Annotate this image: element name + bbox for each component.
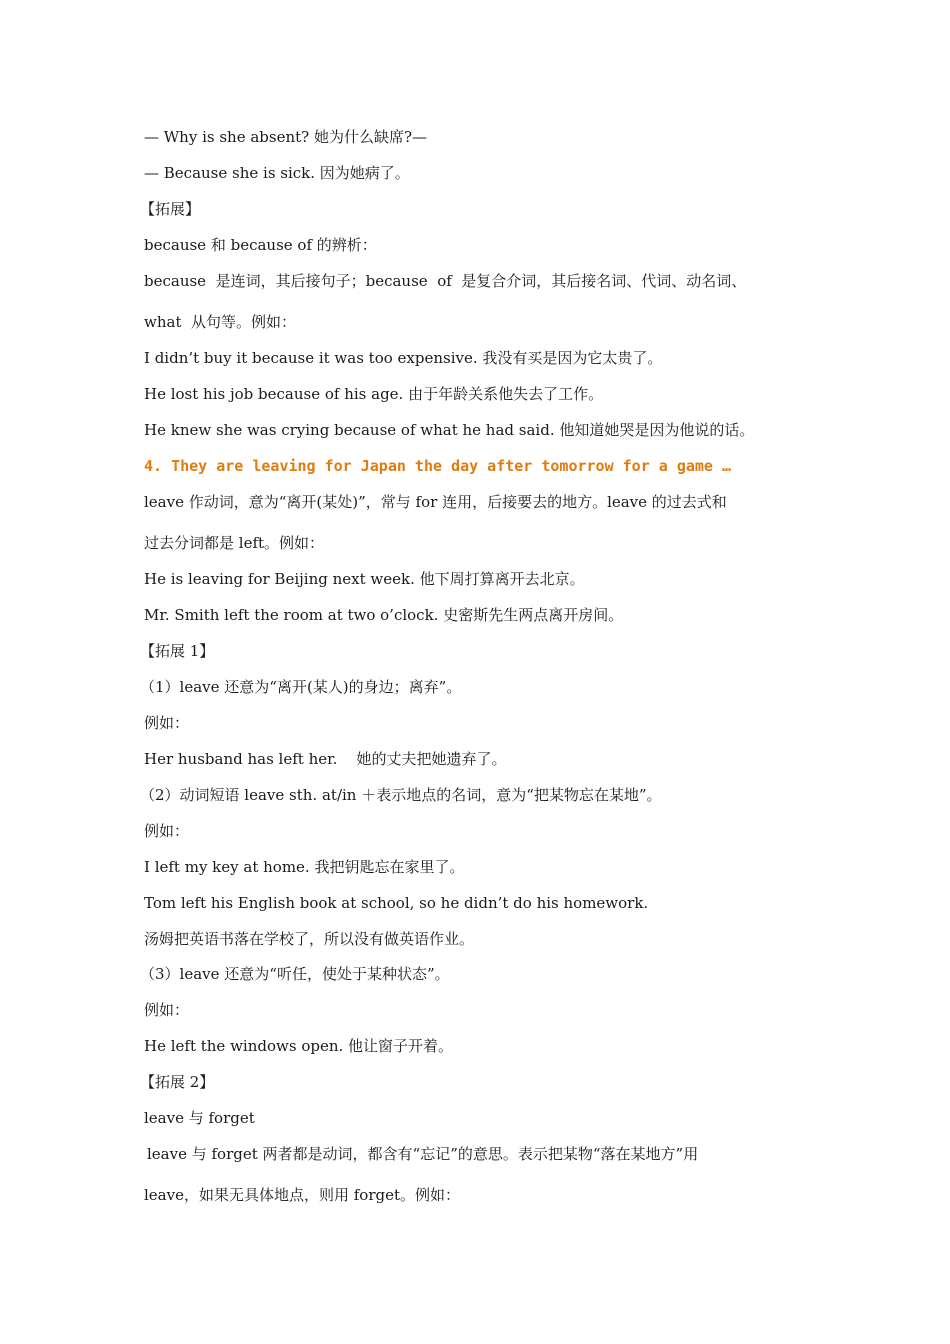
usage-point: （1）leave 还意为“离开(某人)的身边；离弃”。 bbox=[140, 678, 462, 696]
explanation-text: leave 与 forget 两者都是动词，都含有“忘记”的意思。表示把某物“落在某地方”用 bbox=[147, 1145, 699, 1163]
explanation-text: 过去分词都是 left。例如： bbox=[144, 534, 325, 552]
section-label-extension-1: 【拓展 1】 bbox=[140, 642, 215, 660]
dialogue-answer: — Because she is sick. 因为她病了。 bbox=[144, 164, 410, 182]
example-sentence: He is leaving for Beijing next week. 他下周打算离开去北京。 bbox=[144, 570, 585, 588]
example-sentence: He left the windows open. 他让窗子开着。 bbox=[144, 1037, 454, 1055]
usage-point: （2）动词短语 leave sth. at/in ＋表示地点的名词，意为“把某物忘在某地”。 bbox=[140, 786, 662, 804]
example-sentence: I left my key at home. 我把钥匙忘在家里了。 bbox=[144, 858, 465, 876]
example-label: 例如： bbox=[144, 822, 190, 840]
example-sentence: I didn’t buy it because it was too expensive. 我没有买是因为它太贵了。 bbox=[144, 349, 663, 367]
section-label-extension-2: 【拓展 2】 bbox=[140, 1073, 215, 1091]
example-sentence: Mr. Smith left the room at two o’clock. 史密斯先生两点离开房间。 bbox=[144, 606, 624, 624]
example-sentence: He knew she was crying because of what he had said. 他知道她哭是因为他说的话。 bbox=[144, 421, 755, 439]
example-sentence: He lost his job because of his age. 由于年龄关系他失去了工作。 bbox=[144, 385, 604, 403]
explanation-text: what 从句等。例如： bbox=[144, 313, 297, 331]
example-translation: 汤姆把英语书落在学校了，所以没有做英语作业。 bbox=[144, 930, 475, 948]
example-sentence: Tom left his English book at school, so he didn’t do his homework. bbox=[144, 894, 649, 912]
example-sentence: Her husband has left her. 她的丈夫把她遗弃了。 bbox=[144, 750, 507, 768]
comparison-title: leave 与 forget bbox=[144, 1109, 255, 1127]
comparison-title: because 和 because of 的辨析： bbox=[144, 236, 377, 254]
example-label: 例如： bbox=[144, 714, 190, 732]
explanation-text: because 是连词，其后接句子；because of 是复合介词，其后接名词、代词、动名词、 bbox=[144, 272, 747, 290]
section-label-extension: 【拓展】 bbox=[140, 200, 201, 218]
explanation-text: leave 作动词，意为“离开(某处)”，常与 for 连用，后接要去的地方。leave 的过去式和 bbox=[144, 493, 727, 511]
section-heading: 4. They are leaving for Japan the day after tomorrow for a game … bbox=[144, 457, 731, 475]
usage-point: （3）leave 还意为“听任，使处于某种状态”。 bbox=[140, 965, 450, 983]
example-label: 例如： bbox=[144, 1001, 190, 1019]
explanation-text: leave，如果无具体地点，则用 forget。例如： bbox=[144, 1186, 460, 1204]
dialogue-question: — Why is she absent? 她为什么缺席?— bbox=[144, 128, 428, 146]
